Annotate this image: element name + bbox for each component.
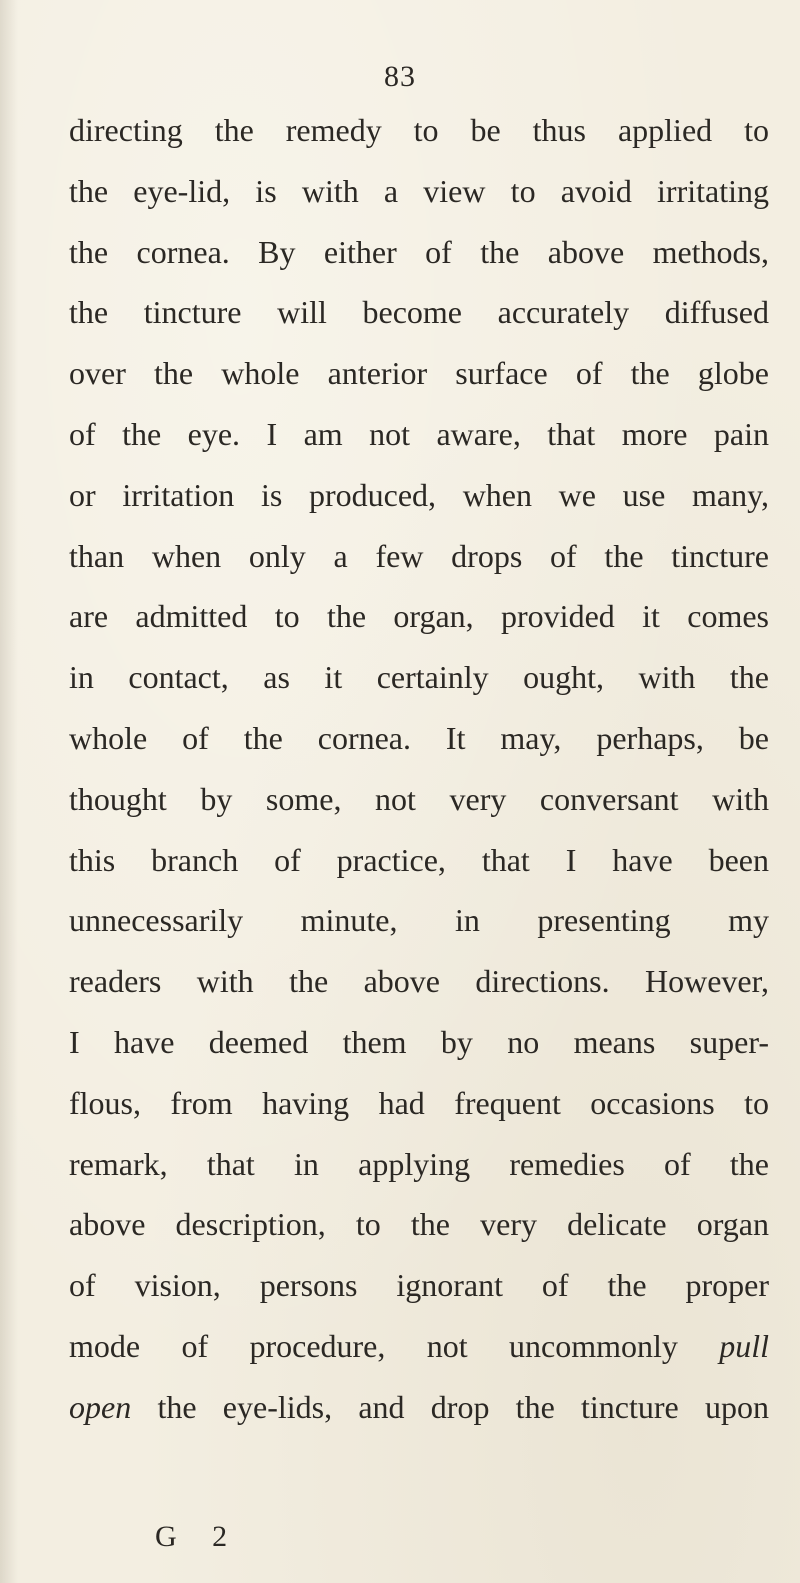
body-text (69, 100, 769, 1438)
text-line: the cornea. By either of the above methods, (69, 233, 769, 270)
text-line: flous, from having had frequent occasions to (69, 1084, 769, 1121)
text-line: of vision, persons ignorant of the proper (69, 1267, 769, 1304)
text-line (69, 1377, 769, 1438)
text-line (69, 1316, 769, 1377)
text-line: remark, that in applying remedies of the (69, 1145, 769, 1182)
text-line: are admitted to the organ, provided it comes (69, 598, 769, 635)
text-line: I have deemed them by no means super- (69, 1023, 769, 1060)
text-line: above description, to the very delicate organ (69, 1206, 769, 1243)
text-line: of the eye. I am not aware, that more pain (69, 415, 769, 452)
text-line: than when only a few drops of the tincture (69, 537, 769, 574)
text-line: whole of the cornea. It may, perhaps, be (69, 719, 769, 756)
page-edge-shadow (0, 0, 18, 1583)
text-line: thought by some, not very conversant with (69, 780, 769, 817)
page-number: 83 (384, 60, 416, 93)
text-line: over the whole anterior surface of the globe (69, 355, 769, 392)
text-line: directing the remedy to be thus applied to (69, 112, 769, 148)
text-line: the eye-lid, is with a view to avoid irritating (69, 172, 769, 209)
italic-word: open (69, 1388, 132, 1425)
signature-mark: G 2 (155, 1520, 242, 1553)
text-line: readers with the above directions. However, (69, 963, 769, 1000)
text-line: or irritation is produced, when we use many, (69, 476, 769, 513)
text-line: unnecessarily minute, in presenting my (69, 902, 769, 939)
text-line: the tincture will become accurately diffused (69, 294, 769, 331)
text-segment: the eye-lids, and drop the tincture upon (157, 1388, 770, 1425)
text-line: in contact, as it certainly ought, with the (69, 659, 769, 696)
italic-word: pull (719, 1327, 770, 1364)
text-segment: mode of procedure, not uncommonly (69, 1327, 678, 1364)
text-line: this branch of practice, that I have been (69, 841, 769, 878)
